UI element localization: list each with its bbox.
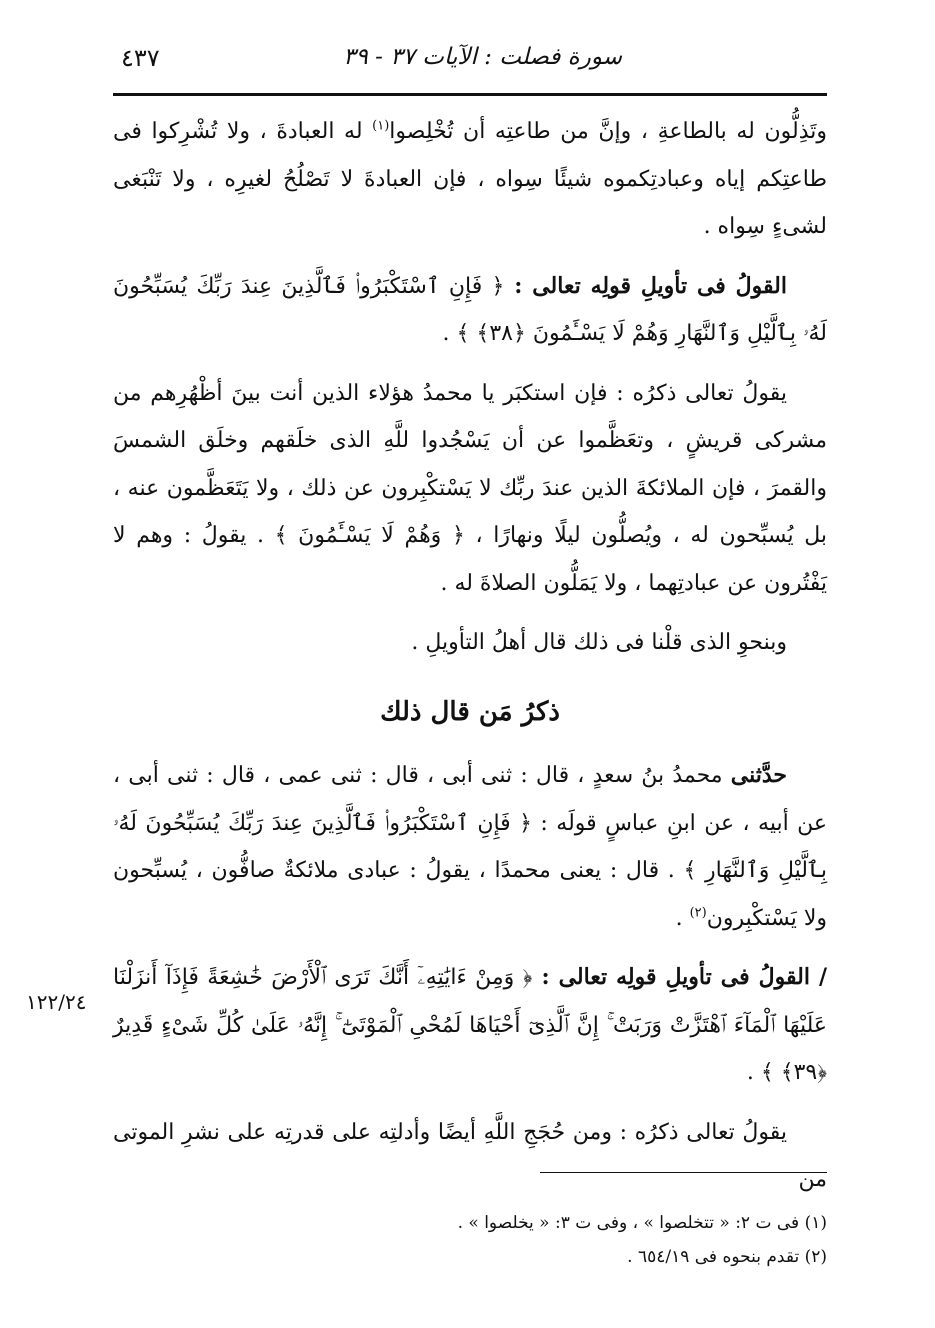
paragraph-5 xyxy=(113,752,827,942)
quran-verse: ﴿ فَإِنِ ٱسْتَكْبَرُوا۟ فَٱلَّذِينَ عِندَ رَبِّكَ يُسَبِّحُونَ لَهُۥ بِٱلَّيْلِ وَٱلنَّهَارِ وَهُمْ لَا يَسْـَٔمُونَ ﴿٣٨﴾ ﴾ xyxy=(113,273,827,346)
footnote-marker-1: (١) xyxy=(372,118,390,134)
paragraph-3 xyxy=(113,370,827,608)
footnote-rule xyxy=(540,1172,827,1173)
running-header xyxy=(113,40,827,84)
paragraph-end: . xyxy=(442,321,457,346)
main-text xyxy=(113,108,827,1216)
footnote-marker-2: (٢) xyxy=(689,905,707,921)
paragraph-text: محمدُ بنُ سعدٍ ، قال : ثنى أبى ، قال : ثنى عمى ، قال : ثنى أبى ، عن أبيه ، عن ابنِ عباسٍ قولَه : xyxy=(113,763,828,836)
margin-reference: ١٢٢/٢٤ xyxy=(26,990,87,1014)
footnote-2: (٢) تقدم بنحوه فى ٦٥٤/١٩ . xyxy=(627,1247,827,1267)
paragraph-6 xyxy=(113,954,827,1097)
paragraph-4 xyxy=(113,619,827,667)
paragraph-text: وبنحوِ الذى قلْنا فى ذلك قال أهلُ التأويلِ . xyxy=(411,630,787,655)
paragraph-end: . xyxy=(746,1060,761,1085)
quran-verse: ﴿ فَإِنِ ٱسْتَكْبَرُوا۟ فَٱلَّذِينَ عِندَ رَبِّكَ يُسَبِّحُونَ لَهُۥ بِٱلَّيْلِ وَٱلنَّهَارِ ﴾ xyxy=(113,810,828,883)
paragraph-2 xyxy=(113,263,827,358)
page-number: ٤٣٧ xyxy=(121,44,160,72)
paragraph-text: . قال : يعنى محمدًا ، يقولُ : عبادى ملائكةٌ صافُّون ، يُسبِّحون ولا يَسْتكْبِرون xyxy=(113,858,827,931)
paragraph-text: وتَذِلُّون له بالطاعةِ ، وإنَّ من طاعتِه أن تُخْلِصوا xyxy=(389,119,827,144)
section-lead: القولُ فى تأويلِ قولِه تعالى : xyxy=(504,272,787,299)
header-rule xyxy=(113,93,827,96)
section-heading: ذكرُ مَن قال ذلك xyxy=(380,696,560,727)
header-title: سورة فصلت : الآيات ٣٧ - ٣٩ xyxy=(343,44,622,70)
paragraph-1 xyxy=(113,108,827,251)
paragraph-7 xyxy=(113,1109,827,1204)
footnotes xyxy=(113,1206,827,1274)
paragraph-text: . يقولُ : وهم لا يَفْتُرون عن عبادتِهما ، ولا يَمَلُّون الصلاةَ له . xyxy=(113,523,827,596)
quran-verse: ﴿ وَهُمْ لَا يَسْـَٔمُونَ ﴾ xyxy=(274,523,465,548)
paragraph-text: يقولُ تعالى ذكرُه : ومن حُجَجِ اللَّهِ أيضًا وأدلتِه على قدرتِه على نشرِ الموتى من xyxy=(113,1119,827,1192)
section-lead: / القولُ فى تأويلِ قولِه تعالى : xyxy=(532,964,828,990)
paragraph-end: . xyxy=(675,905,690,931)
footnote-1: (١) فى ت ٢: « تتخلصوا » ، وفى ت ٣: « يخلصوا » . xyxy=(457,1213,827,1233)
quran-verse: ﴿ وَمِنْ ءَايَٰتِهِۦٓ أَنَّكَ تَرَى ٱلْأَرْضَ خَٰشِعَةً فَإِذَآ أَنزَلْنَا عَلَيْهَا ٱلْمَآءَ ٱهْتَزَّتْ وَرَبَتْ ۚ إِنَّ ٱلَّذِىٓ أَحْيَاهَا لَمُحْىِ ٱلْمَوْتَىٰٓ ۚ إِنَّهُۥ عَلَىٰ كُلِّ شَىْءٍ قَدِيرٌ ﴿٣٩﴾ ﴾ xyxy=(113,965,827,1085)
paragraph-text: يقولُ تعالى ذكرُه : فإن استكبَر يا محمدُ هؤلاء الذين أنت بينَ أظْهُرِهم من مشركى قريشٍ ، وتعَظَّموا عن أن يَسْجُدوا للَّهِ الذى خلَقهم وخلَق الشمسَ والقمرَ ، فإن الملائكةَ الذين عندَ ربِّك لا يَسْتكْبِرون عن ذلك ، ولا يَتَعَظَّمون عنه ، بل يُسبِّحون له ، ويُصلُّون ليلًا ونهارًا ، xyxy=(113,380,827,548)
paragraph-text: له العبادةَ ، ولا تُشْرِكوا فى طاعتِكم إياه وعبادتِكموه شيئًا سِواه ، فإن العبادةَ لا تَصْلُحُ لغيرِه ، ولا تَنْبَغى لشىءٍ سِواه . xyxy=(113,119,827,239)
hadith-lead: حدَّثنى xyxy=(730,762,787,788)
